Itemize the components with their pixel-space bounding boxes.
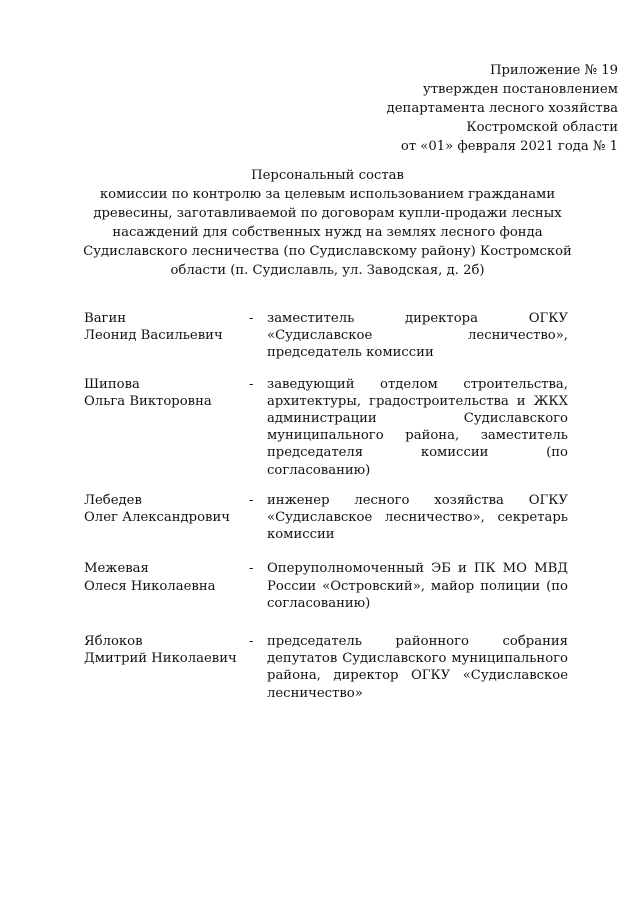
title-line: Персональный состав xyxy=(251,168,404,183)
member-row xyxy=(84,376,568,479)
member-surname: Лебедев xyxy=(84,492,142,508)
member-name xyxy=(84,492,249,526)
title-line: области (п. Судиславль, ул. Заводская, д. 2б) xyxy=(170,263,485,278)
member-dash: - xyxy=(249,634,254,650)
appendix-approved: утвержден постановлением xyxy=(422,82,618,97)
member-given-names: Олеся Николаевна xyxy=(84,578,216,594)
document-title xyxy=(60,166,595,280)
members-list xyxy=(84,310,568,702)
member-name xyxy=(84,560,249,594)
member-given-names: Ольга Викторовна xyxy=(84,393,212,409)
title-line: комиссии по контролю за целевым использованием гражданами xyxy=(99,187,556,202)
member-row xyxy=(84,560,568,612)
member-dash: - xyxy=(249,561,254,577)
member-role: Оперуполномоченный ЭБ и ПК МО МВД России «Островский», майор полиции (по согласованию) xyxy=(267,561,568,611)
member-surname: Вагин xyxy=(84,311,127,326)
appendix-header xyxy=(387,61,618,156)
title-line: древесины, заготавливаемой по договорам купли-продажи лесных xyxy=(93,206,562,221)
title-line: Судиславского лесничества (по Судиславскому району) Костромской xyxy=(83,244,572,259)
member-surname: Межевая xyxy=(84,561,149,577)
member-row xyxy=(84,492,568,544)
member-given-names: Дмитрий Николаевич xyxy=(84,651,237,667)
member-row xyxy=(84,633,568,702)
appendix-region: Костромской области xyxy=(466,120,618,135)
member-dash: - xyxy=(249,376,254,392)
appendix-date: от «01» февраля 2021 года № 1 xyxy=(400,139,618,154)
appendix-department: департамента лесного хозяйства xyxy=(386,101,618,116)
member-row xyxy=(84,310,568,362)
member-given-names: Олег Александрович xyxy=(84,510,230,526)
member-role: заведующий отделом строительства, архитектуры, градостроительства и ЖКХ администрации Судиславского муниципального района, заместитель председателя комиссии (по согласованию) xyxy=(267,376,568,478)
member-role: инженер лесного хозяйства ОГКУ «Судиславское лесничество», секретарь комиссии xyxy=(267,492,568,543)
member-given-names: Леонид Васильевич xyxy=(84,328,223,344)
member-surname: Яблоков xyxy=(84,634,143,650)
member-role: председатель районного собрания депутатов Судиславского муниципального района, директор ОГКУ «Судиславское лесничество» xyxy=(267,634,568,701)
member-dash: - xyxy=(249,492,254,508)
member-role: заместитель директора ОГКУ «Судиславское лесничество», председатель комиссии xyxy=(267,311,568,361)
member-name xyxy=(84,633,249,667)
member-surname: Шипова xyxy=(84,376,140,392)
member-name xyxy=(84,376,249,410)
member-name xyxy=(84,310,249,344)
member-dash: - xyxy=(249,311,254,326)
appendix-number: Приложение № 19 xyxy=(489,63,618,78)
title-line: насаждений для собственных нужд на землях лесного фонда xyxy=(112,225,543,240)
